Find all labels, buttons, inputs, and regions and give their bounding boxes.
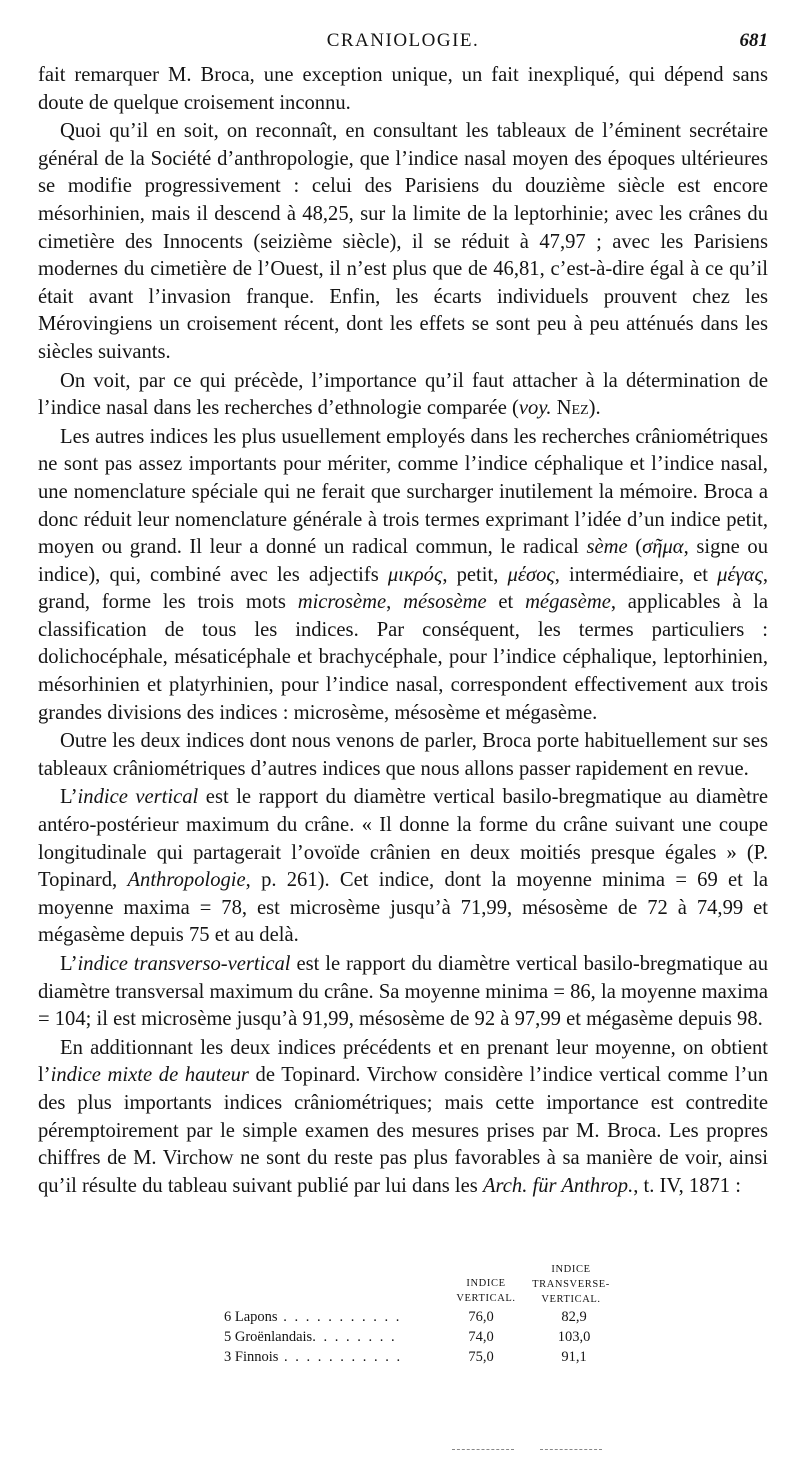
italic-text: μέσος (507, 563, 555, 586)
italic-text: Anthropologie (127, 869, 246, 892)
sum-rule-vertical (452, 1449, 514, 1450)
text-run: L’ (60, 786, 78, 809)
text-run: , t. IV, 1871 : (633, 1174, 741, 1197)
italic-text: microsème (297, 591, 387, 614)
text-run: de Topinard. Virchow considère l’indice vertical comme l’un des plus importants indices crâniométriques; mais cette importance est contredite péremptoirement par le simple examen des mesures prises par M. Broca. Les propres chiffres de M. Virchow ne sont du reste pas plus favorables à sa manière de voir, ainsi qu’il résulte du tableau suivant publié par lui dans les (38, 1064, 768, 1197)
value-vertical: 74,0 (468, 1329, 494, 1345)
italic-text: Arch. für Anthrop. (482, 1174, 634, 1197)
table-row (0, 1349, 800, 1369)
text-run: ( (627, 536, 643, 559)
text-run: fait remarquer M. Broca, une exception unique, un fait inexpliqué, qui dépend sans doute de quelque croisement inconnu. (38, 64, 768, 114)
small-caps-text: Nez (556, 397, 589, 420)
text-run: , grand, forme les trois mots (38, 563, 768, 614)
text-run: , (386, 591, 404, 614)
text-run: est le rapport du diamètre vertical basilo-bregmatique au diamètre antéro-postérieur maximum du crâne. « Il donne la forme du crâne suivant une coupe longitudinale qui partagerait l’ovoïde crânien en deux moitiés presque égales » (P. Topinard, (38, 786, 768, 892)
paragraph (38, 784, 768, 950)
paragraph (38, 62, 768, 117)
value-transverse-vertical: 103,0 (557, 1329, 591, 1345)
italic-text: indice transverso-vertical (77, 953, 291, 975)
row-label: 5 Groënlandais. . . . . . . . (224, 1329, 397, 1345)
text-run: On voit, par ce qui précède, l’importance qu’il faut attacher à la détermination de l’indice nasal dans les recherches d’ethnologie comparée ( (38, 369, 768, 420)
paragraph (38, 1035, 768, 1201)
text-run: Outre les deux indices dont nous venons de parler, Broca porte habituellement sur ses tableaux crâniométriques d’autres indices que nous allons passer rapidement en revue. (38, 730, 768, 780)
italic-text: voy. (518, 397, 552, 420)
italic-text: mésosème (403, 591, 487, 614)
text-run: Les autres indices les plus usuellement employés dans les recherches crâniométriques ne sont pas assez importants pour mériter, comme l’indice céphalique et l’indice nasal, une nomenclature spéciale qui ne ferait que surcharger inutilement la mémoire. Broca a donc réduit leur nomenclature générale à trois termes exprimant l’idée d’un indice petit, moyen ou grand. Il leur a donné un radical commun, le radical (38, 425, 768, 559)
value-transverse-vertical: 82,9 (561, 1309, 587, 1325)
running-head (38, 30, 768, 56)
row-label: 6 Lapons . . . . . . . . . . . (224, 1309, 402, 1325)
paragraph (38, 368, 768, 423)
text-run: , petit, (442, 563, 508, 586)
value-vertical: 75,0 (468, 1349, 494, 1365)
paragraph (38, 951, 768, 1034)
table-row (0, 1309, 800, 1329)
column-heading-vertical: INDICE VERTICAL. (456, 1278, 516, 1304)
italic-text: σῆμα (642, 536, 684, 559)
text-run: L’ (60, 953, 78, 975)
text-run: est le rapport du diamètre vertical basilo-bregmatique au diamètre transversal maximum du crâne. Sa moyenne minima = 86, la moyenne maxima = 104; il est microsème jusqu’à 91,99, mésosème de 92 à 97,99 et mégasème depuis 98. (38, 953, 768, 1031)
body-text (38, 62, 768, 1200)
column-heading-transverse-vertical: INDICE TRANSVERSE-VERTICAL. (532, 1264, 610, 1305)
text-run: , signe ou indice), qui, combiné avec les adjectifs (38, 536, 768, 586)
text-run: Quoi qu’il en soit, on reconnaît, en consultant les tableaux de l’éminent secrétaire général de la Société d’anthropologie, que l’indice nasal moyen des époques ultérieures se modifie progressivement : celui des Parisiens du douzième siècle est encore mésorhinien, mais il descend à 48,25, sur la limite de la leptorhinie; avec les crânes du cimetière des Innocents (seizième siècle), il se réduit à 47,97 ; avec les Parisiens modernes du cimetière de l’Ouest, il n’est plus que de 46,81, c’est-à-dire égal à ce qu’il était avant l’invasion franque. Enfin, les écarts individuels prouvent chez les Mérovingiens un croisement récent, dont les effets se sont peu à peu atténués dans les siècles suivants. (38, 120, 768, 363)
paragraph (38, 728, 768, 783)
italic-text: μικρός (387, 563, 443, 586)
text-run: , p. 261). Cet indice, dont la moyenne minima = 69 et la moyenne maxima = 78, est microsème jusqu’à 71,99, mésosème de 72 à 74,99 et mégasème depuis 75 et au delà. (38, 869, 768, 947)
text-run: ). (588, 397, 601, 420)
value-transverse-vertical: 91,1 (561, 1349, 587, 1365)
italic-text: sème (586, 536, 628, 559)
text-run: et (486, 591, 526, 614)
paragraph (38, 118, 768, 366)
sum-rule-transverse-vertical (540, 1449, 602, 1450)
italic-text: indice mixte de hauteur (50, 1064, 249, 1087)
paragraph (38, 424, 768, 728)
running-title: CRANIOLOGIE. (326, 30, 480, 51)
value-vertical: 76,0 (468, 1309, 494, 1325)
text-run: , intermédiaire, et (554, 563, 718, 586)
page-number: 681 (739, 30, 768, 51)
table-row (0, 1329, 800, 1349)
italic-text: μέγας (717, 563, 763, 586)
row-label: 3 Finnois . . . . . . . . . . . (224, 1349, 403, 1365)
text-run: En additionnant les deux indices précédents et en prenant leur moyenne, on obtient l’ (38, 1036, 768, 1087)
italic-text: indice vertical (77, 786, 199, 809)
italic-text: mégasème (525, 591, 611, 614)
text-run: , applicables à la classification de tous les indices. Par conséquent, les termes particuliers : dolichocéphale, mésaticéphale et brachycéphale, pour l’indice céphalique, leptorhinien, mésorhinien et platyrhinien, pour l’indice nasal, correspondent effectivement aux trois grandes divisions des indices : microsème, mésosème et mégasème. (38, 591, 768, 724)
